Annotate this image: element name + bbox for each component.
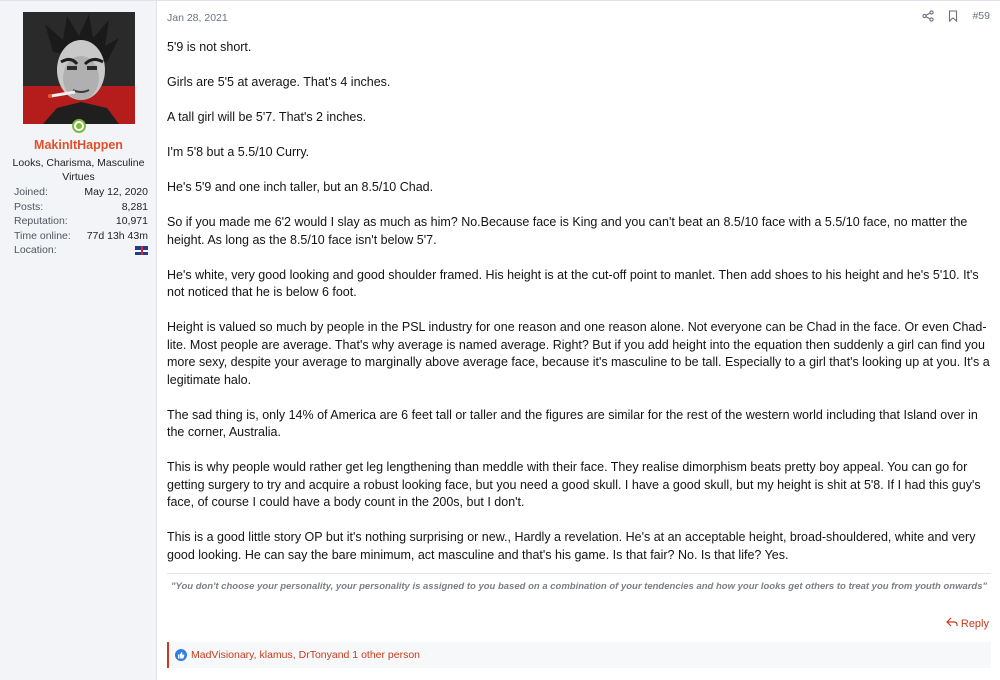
stat-label: Time online: (14, 229, 71, 242)
bookmark-icon[interactable] (948, 10, 958, 22)
reply-icon (946, 617, 958, 630)
stat-value: 10,971 (115, 215, 148, 227)
post-paragraph: The sad thing is, only 14% of America are 6 feet tall or taller and the figures are similar for the rest of the western world including that Island over in the corner, Australia. (167, 407, 978, 439)
message-panel (158, 1, 1000, 680)
user-stats (14, 185, 148, 258)
reply-button[interactable] (946, 617, 989, 630)
reaction-separator: , (253, 649, 260, 661)
share-icon[interactable] (922, 10, 934, 22)
stat-row-posts (14, 200, 148, 215)
post-paragraph: 5'9 is not short. (167, 40, 252, 54)
stat-row-joined (14, 185, 148, 200)
avatar[interactable] (23, 12, 135, 124)
online-status-icon (72, 119, 86, 133)
reaction-user-link[interactable]: klamus (259, 649, 293, 661)
user-title: Looks, Charisma, Masculine Virtues (12, 157, 145, 183)
stat-value[interactable]: 8,281 (121, 200, 148, 213)
post-actions (922, 10, 990, 22)
reaction-user-link[interactable]: DrTony (298, 649, 332, 661)
post-paragraph: He's 5'9 and one inch taller, but an 8.5/10 Chad. (167, 180, 434, 194)
stat-label: Reputation: (14, 215, 68, 227)
reaction-user-link[interactable]: MadVisionary (191, 649, 254, 661)
stat-value: May 12, 2020 (84, 186, 148, 198)
post-paragraph: Girls are 5'5 at average. That's 4 inches. (167, 75, 391, 89)
reaction-others-link[interactable]: and 1 other person (331, 649, 421, 661)
post-paragraph: I'm 5'8 but a 5.5/10 Curry. (167, 145, 310, 159)
reactions-bar[interactable] (167, 642, 991, 668)
post-paragraph: Height is valued so much by people in the PSL industry for one reason and one reason alone. Not everyone can be Chad in the face. Or even Chad-lite. Most people are average. That's why average is named average. Right? But if you add height into the equation then suddenly a girl can find you more sexy, despite your average to marginally above average face, because it's masculine to be tall. Especially to a girl that's looking up at you. It's a legitimate halo. (167, 320, 990, 387)
stat-row-reputation (14, 214, 148, 229)
reaction-users (191, 649, 332, 661)
reaction-separator: , (292, 649, 299, 661)
post-number-link[interactable]: #59 (972, 10, 990, 22)
username-link[interactable]: MakinItHappen (34, 138, 123, 152)
user-panel (0, 1, 157, 680)
post-date-link[interactable]: Jan 28, 2021 (167, 12, 228, 24)
post-paragraph: He's white, very good looking and good shoulder framed. His height is at the cut-off point to manlet. Then add shoes to his height and he's 5'10. It's not noticed that he is below 6 foot. (167, 267, 979, 299)
stat-value: 77d 13h 43m (86, 229, 148, 242)
post-body (167, 39, 991, 582)
stat-row-time-online (14, 229, 148, 244)
stat-row-location (14, 243, 148, 258)
avatar-portrait (23, 12, 135, 124)
reply-label: Reply (960, 617, 989, 630)
post-paragraph: So if you made me 6'2 would I slay as much as him? No.Because face is King and you can't beat an 8.5/10 face with a 5.5/10 face, no matter the height. As long as the 8.5/10 face isn't below 5'7. (167, 215, 968, 247)
post-paragraph: This is why people would rather get leg lengthening than meddle with their face. They realise dimorphism beats pretty boy appeal. You can go for getting surgery to try and acquire a robust looking face, but you need a good skull. I have a good skull, but my height is shit at 5'8. If I had this guy's face, of course I could have a body count in the 200s, but I don't. (167, 460, 981, 509)
like-icon (175, 649, 187, 661)
stat-label: Location: (14, 244, 57, 256)
signature: "You don't choose your personality, your personality is assigned to you based on a combination of your tendencies and how your looks get others to treat you from youth onwards" (167, 573, 991, 593)
post-paragraph: This is a good little story OP but it's nothing surprising or new., Hardly a revelation. He's at an acceptable height, broad-shouldered, white and very good looking. He can say the bare minimum, act masculine and that's his game. Is that fair? No. Is that life? Yes. (167, 530, 976, 562)
uk-flag-icon (135, 246, 148, 255)
post-paragraph: A tall girl will be 5'7. That's 2 inches. (167, 110, 367, 124)
stat-label: Joined: (14, 186, 48, 198)
stat-label: Posts: (14, 200, 44, 213)
